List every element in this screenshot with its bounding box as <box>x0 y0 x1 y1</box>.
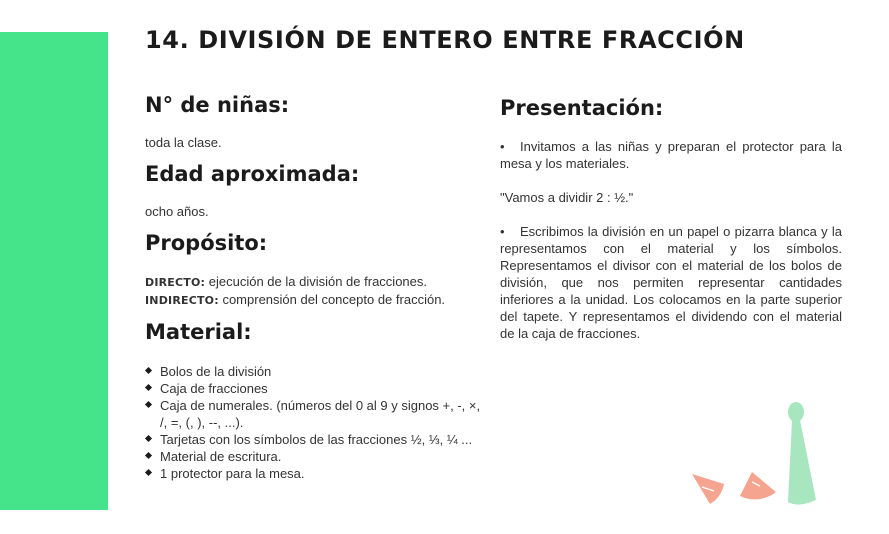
indirecto-text: comprensión del concepto de fracción. <box>218 291 446 307</box>
proposito-heading: Propósito: <box>145 230 268 255</box>
page-title: 14. DIVISIÓN DE ENTERO ENTRE FRACCIÓN <box>145 26 745 54</box>
directo-text: ejecución de la división de fracciones. <box>205 273 427 289</box>
list-item: Material de escritura. <box>145 448 490 465</box>
material-list <box>145 363 490 482</box>
bullet-icon: • <box>500 224 505 240</box>
list-item: 1 protector para la mesa. <box>145 465 490 482</box>
left-column <box>145 92 490 482</box>
list-item: Caja de numerales. (números del 0 al 9 y signos +, -, ×, /, =, (, ), --, ...). <box>145 397 490 431</box>
directo-line <box>145 273 490 291</box>
list-item: Tarjetas con los símbolos de las fracciones ½, ⅓, ¼ ... <box>145 431 490 448</box>
fraction-piece-icon <box>692 474 724 504</box>
bolo-icon <box>788 402 816 505</box>
decoration-illustration <box>688 396 818 514</box>
indirecto-line <box>145 291 490 309</box>
ninas-section <box>145 92 490 151</box>
list-item: Caja de fracciones <box>145 380 490 397</box>
list-item: Bolos de la división <box>145 363 490 380</box>
presentacion-paragraph-2 <box>500 223 842 342</box>
green-accent-bar <box>0 32 108 510</box>
ninas-text: toda la clase. <box>145 135 222 151</box>
paragraph-2-text: Escribimos la división en un papel o pizarra blanca y la representamos con el material y los símbolos. Representamos el divisor con el material de los bolos de división, que nos permiten representar cantidades inferiores a la unidad. Los colocamos en la parte superior del tapete. Y representamos el dividendo con el material de la caja de fracciones. <box>500 224 842 342</box>
indirecto-label: INDIRECTO: <box>145 293 219 307</box>
fraction-piece-icon <box>740 472 776 499</box>
proposito-section <box>145 230 490 309</box>
right-column <box>500 95 842 342</box>
ninas-heading: N° de niñas: <box>145 93 290 117</box>
bullet-icon: • <box>500 139 505 155</box>
edad-heading: Edad aproximada: <box>145 162 360 187</box>
presentacion-quote: "Vamos a dividir 2 : ½." <box>500 190 634 206</box>
material-heading: Material: <box>145 319 252 344</box>
presentacion-paragraph-1 <box>500 138 842 172</box>
edad-text: ocho años. <box>145 203 209 219</box>
presentacion-heading: Presentación: <box>500 96 664 120</box>
material-section <box>145 319 490 482</box>
edad-section <box>145 161 490 219</box>
directo-label: DIRECTO: <box>145 275 206 289</box>
paragraph-1-text: Invitamos a las niñas y preparan el protector para la mesa y los materiales. <box>500 139 842 172</box>
